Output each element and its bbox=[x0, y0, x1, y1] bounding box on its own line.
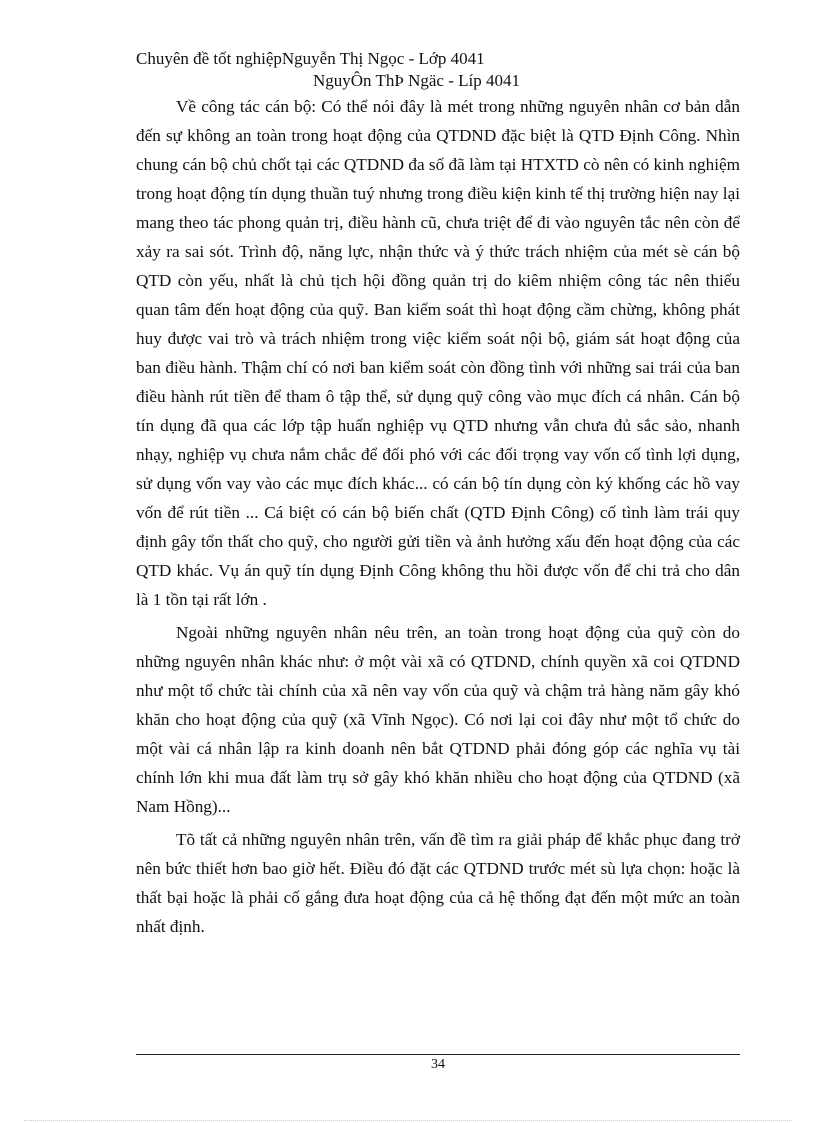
page-header bbox=[136, 48, 520, 92]
page-bottom-edge bbox=[24, 1120, 792, 1121]
paragraph-staff-issues: Về công tác cán bộ: Có thể nói đây là mét trong những nguyên nhân cơ bản dẫn đến sự không an toàn trong hoạt động của QTDND đặc biệt là QTD Định Công. Nhìn chung cán bộ chủ chốt tại các QTDND đa số đã làm tại HTXTD cò nên có kinh nghiệm trong hoạt động tín dụng thuần tuý nhưng trong điều kiện kinh tế thị trường hiện nay lại mang theo tác phong quản trị, điều hành cũ, chưa triệt để đi vào nguyên tắc nên còn để xảy ra sai sót. Trình độ, năng lực, nhận thức và ý thức trách nhiệm của mét sè cán bộ QTD còn yếu, nhất là chủ tịch hội đồng quản trị do kiêm nhiệm công tác nên thiếu quan tâm đến hoạt động của quỹ. Ban kiểm soát thì hoạt động cầm chừng, không phát huy được vai trò và trách nhiệm trong việc kiểm soát nội bộ, giám sát hoạt động của ban điều hành. Thậm chí có nơi ban kiểm soát còn đồng tình với những sai trái của ban điều hành rút tiền để tham ô tập thể, sử dụng quỹ công vào mục đích cá nhân. Cán bộ tín dụng đã qua các lớp tập huấn nghiệp vụ QTD nhưng vẫn chưa đủ sắc sảo, nhanh nhạy, nghiệp vụ chưa nắm chắc để đối phó với các đối trọng vay vốn cố tình lợi dụng, sử dụng vốn vay vào các mục đích khác... có cán bộ tín dụng còn ký khống các hồ vay vốn để rút tiền ... Cá biệt có cán bộ biến chất (QTD Định Công) cố tình làm trái quy định gây tổn thất cho quỹ, cho người gửi tiền và ảnh hưởng xấu đến hoạt động của các QTD khác. Vụ án quỹ tín dụng Định Công không thu hồi được vốn để chi trả cho dân là 1 tồn tại rất lớn . bbox=[136, 97, 740, 609]
footer-divider bbox=[136, 1054, 740, 1055]
body-text bbox=[136, 92, 740, 945]
page-number: 34 bbox=[431, 1057, 445, 1072]
paragraph-other-causes: Ngoài những nguyên nhân nêu trên, an toàn trong hoạt động của quỹ còn do những nguyên nhân khác như: ở một vài xã có QTDND, chính quyền xã coi QTDND như một tổ chức tài chính của xã nên vay vốn của quỹ và chậm trả hàng năm gây khó khăn cho hoạt động của quỹ (xã Vĩnh Ngọc). Có nơi lại coi đây như một tổ chức do một vài cá nhân lập ra kinh doanh nên bắt QTDND phải đóng góp các nghĩa vụ tài chính lớn khi mua đất làm trụ sở gây khó khăn nhiều cho hoạt động của QTDND (xã Nam Hồng)... bbox=[136, 623, 740, 816]
paragraph-conclusion: Tõ tất cả những nguyên nhân trên, vấn đề tìm ra giải pháp để khắc phục đang trở nên bức thiết hơn bao giờ hết. Điều đó đặt các QTDND trước mét sù lựa chọn: hoặc là thất bại hoặc là phải cố gắng đưa hoạt động của cả hệ thống đạt đến một mức an toàn nhất định. bbox=[136, 830, 740, 936]
header-author-line: NguyÔn ThÞ Ngäc - Líp 4041 bbox=[313, 71, 520, 90]
header-title-line: Chuyên đề tốt nghiệpNguyễn Thị Ngọc - Lớp 4041 bbox=[136, 49, 485, 68]
